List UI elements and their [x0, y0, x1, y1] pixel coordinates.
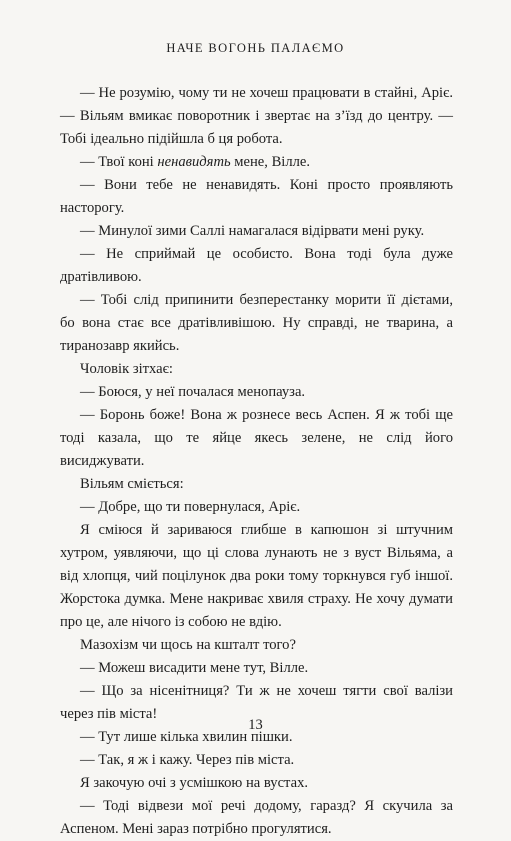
paragraph: — Минулої зими Саллі намагалася відірвати мені руку.: [80, 223, 425, 239]
page-number: 13: [248, 717, 263, 733]
paragraph: — Не розумію, чому ти не хочеш працювати в стайні, Аріє. — Вільям вмикає поворотник і звертає на з’їзд до центру. — Тобі ідеально підійшла б ця робота.: [60, 85, 453, 147]
paragraph: — Не сприймай це особисто. Вона тоді була дуже дратівливою.: [60, 246, 453, 285]
paragraph: — Так, я ж і кажу. Через пів міста.: [80, 752, 295, 768]
paragraph: Вільям сміється:: [80, 476, 184, 492]
paragraph: — Тут лише кілька хвилин пішки.: [80, 729, 293, 745]
paragraph: — Боюся, у неї почалася менопауза.: [80, 384, 306, 400]
paragraph: — Вони тебе не ненавидять. Коні просто проявляють насторогу.: [60, 177, 453, 216]
paragraph-text: мене, Вілле.: [230, 154, 311, 170]
paragraph: Я закочую очі з усмішкою на вустах.: [80, 775, 309, 791]
running-head: НАЧЕ ВОГОНЬ ПАЛАЄМО: [166, 41, 345, 55]
paragraph: Чоловік зітхає:: [80, 361, 173, 377]
paragraph: — Боронь боже! Вона ж рознесе весь Аспен. Я ж тобі ще тоді казала, що те яйце якесь зелене, не слід його висиджувати.: [60, 407, 453, 469]
emphasis-text: ненавидять: [157, 154, 231, 170]
paragraph: — Тоді відвези мої речі додому, гаразд? Я скучила за Аспеном. Мені зараз потрібно прогулятися.: [60, 798, 453, 837]
paragraph: Я сміюся й зариваюся глибше в капюшон зі штучним хутром, уявляючи, що ці слова лунають не з вуст Вільяма, а від хлопця, чий поцілунок два роки тому торкнувся губ іншої. Жорстока думка. Мене накриває хвиля страху. Не хочу думати про це, але нічого із собою не вдію.: [60, 522, 453, 630]
paragraph: — Можеш висадити мене тут, Вілле.: [80, 660, 309, 676]
paragraph: — Що за нісенітниця? Ти ж не хочеш тягти свої валізи через пів міста!: [60, 683, 453, 722]
paragraph: Мазохізм чи щось на кшталт того?: [80, 637, 296, 653]
paragraph: — Тобі слід припинити безперестанку морити її дієтами, бо вона стає все дратівливішою. Ну справді, не тварина, а тиранозавр якийсь.: [60, 292, 453, 354]
paragraph: [60, 151, 453, 174]
paragraph-text: — Твої коні: [80, 154, 158, 170]
paragraph: — Добре, що ти повернулася, Аріє.: [80, 499, 301, 515]
